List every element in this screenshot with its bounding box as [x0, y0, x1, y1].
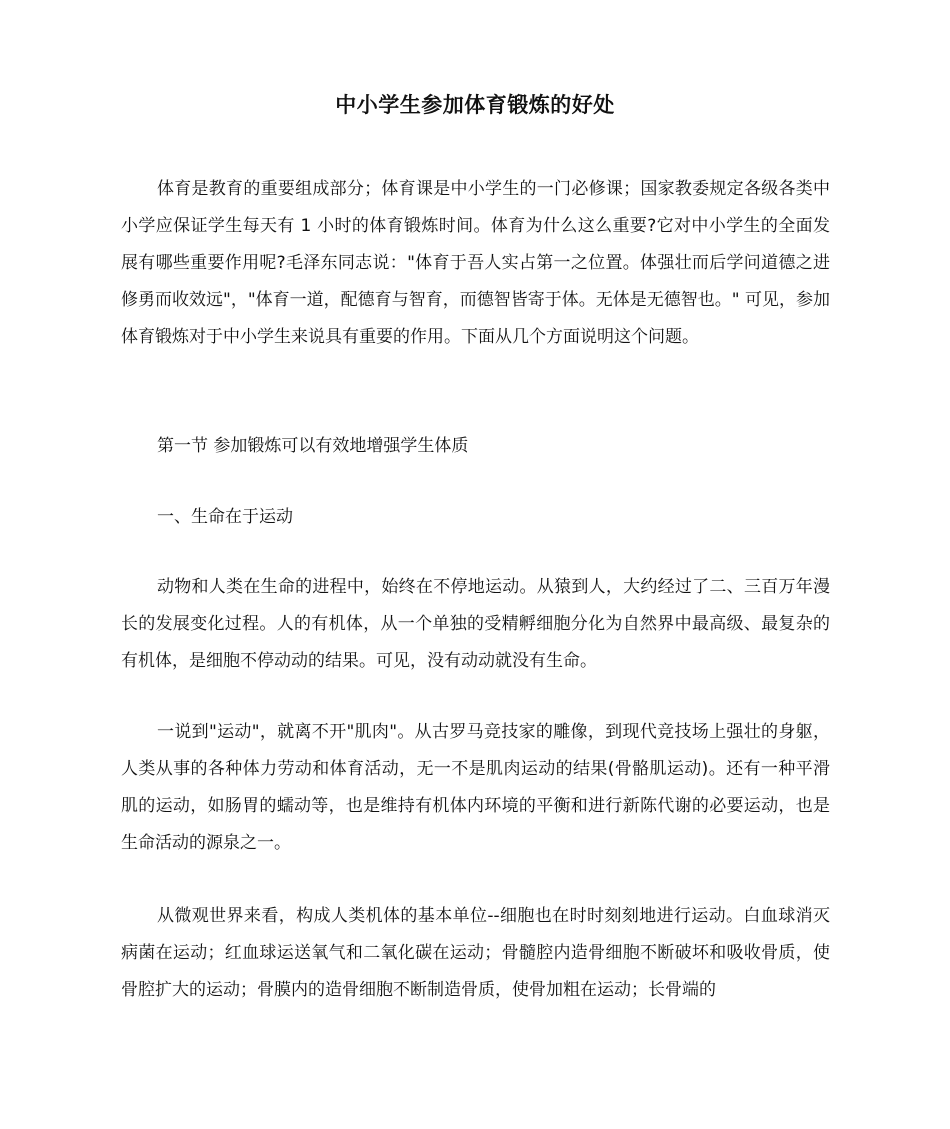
- muscle-paragraph: 一说到"运动"，就离不开"肌肉"。从古罗马竞技家的雕像，到现代竞技场上强壮的身躯，人类从事的各种体力劳动和体育活动，无一不是肌肉运动的结果(骨骼肌运动)。还有一种平滑肌的运动，如肠胃的蠕动等，也是维持有机体内环境的平衡和进行新陈代谢的必要运动，也是生命活动的源泉之一。: [121, 722, 830, 853]
- cell-paragraph: 从微观世界来看，构成人类机体的基本单位--细胞也在时时刻刻地进行运动。白血球消灭病菌在运动；红血球运送氧气和二氧化碳在运动；骨髓腔内造骨细胞不断破坏和吸收骨质，使骨腔扩大的运动；骨膜内的造骨细胞不断制造骨质，使骨加粗在运动；长骨端的: [121, 906, 830, 1000]
- motion-paragraph: 动物和人类在生命的进程中，始终在不停地运动。从猿到人，大约经过了二、三百万年漫长的发展变化过程。人的有机体，从一个单独的受精孵细胞分化为自然界中最高级、最复杂的有机体，是细胞不停动动的结果。可见，没有动动就没有生命。: [121, 577, 830, 671]
- intro-paragraph: 体育是教育的重要组成部分；体育课是中小学生的一门必修课；国家教委规定各级各类中小学应保证学生每天有 1 小时的体育锻炼时间。体育为什么这么重要?它对中小学生的全面发展有哪些重要作用呢?毛泽东同志说："体育于吾人实占第一之位置。体强壮而后学问道德之进修勇而收效远"，"体育一道，配德育与智育，而德智皆寄于体。无体是无德智也。" 可见，参加体育锻炼对于中小学生来说具有重要的作用。下面从几个方面说明这个问题。: [121, 179, 830, 347]
- subheading: 一、生命在于运动: [157, 507, 293, 527]
- section-heading: 第一节 参加锻炼可以有效地增强学生体质: [157, 436, 469, 456]
- document-title: 中小学生参加体育锻炼的好处: [335, 93, 615, 117]
